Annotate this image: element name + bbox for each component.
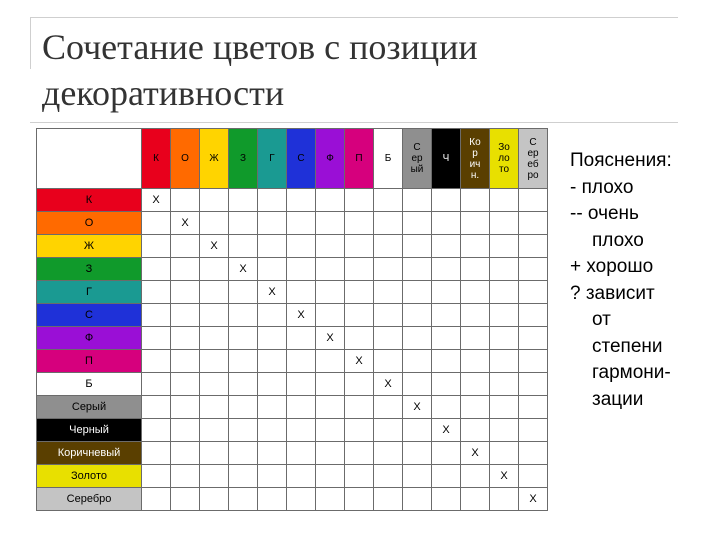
empty-cell (519, 189, 548, 212)
legend-notes (570, 148, 720, 413)
empty-cell (461, 189, 490, 212)
empty-cell (432, 281, 461, 304)
empty-cell (258, 212, 287, 235)
color-combination-table (36, 128, 548, 511)
empty-cell (519, 350, 548, 373)
empty-cell (345, 488, 374, 511)
column-header (229, 129, 258, 189)
legend-item: - плохо (570, 176, 634, 198)
empty-cell (171, 189, 200, 212)
empty-cell (374, 350, 403, 373)
empty-cell (316, 373, 345, 396)
table-row (37, 212, 548, 235)
empty-cell (490, 281, 519, 304)
empty-cell (287, 419, 316, 442)
empty-cell (403, 442, 432, 465)
empty-cell (258, 373, 287, 396)
empty-cell (200, 350, 229, 373)
empty-cell (461, 373, 490, 396)
empty-cell (316, 189, 345, 212)
empty-cell (345, 235, 374, 258)
empty-cell (287, 488, 316, 511)
empty-cell (461, 396, 490, 419)
column-header-label: К (153, 153, 159, 164)
empty-cell (345, 442, 374, 465)
column-header-label: С ер еб ро (527, 136, 539, 181)
empty-cell (461, 350, 490, 373)
empty-cell (432, 465, 461, 488)
decorative-line-middle (30, 122, 678, 123)
diagonal-mark: Х (229, 258, 258, 281)
empty-cell (432, 235, 461, 258)
empty-cell (171, 419, 200, 442)
empty-cell (345, 281, 374, 304)
empty-cell (258, 235, 287, 258)
empty-cell (258, 442, 287, 465)
empty-cell (142, 327, 171, 350)
row-label: Серый (37, 396, 142, 419)
column-header-label: С (297, 153, 305, 164)
row-label: Г (37, 281, 142, 304)
empty-cell (200, 212, 229, 235)
empty-cell (345, 465, 374, 488)
empty-cell (200, 189, 229, 212)
empty-cell (142, 258, 171, 281)
empty-cell (229, 465, 258, 488)
empty-cell (258, 396, 287, 419)
legend-item: плохо (592, 229, 644, 251)
empty-cell (403, 304, 432, 327)
column-header-label: Б (384, 153, 392, 164)
column-header-label: Ж (209, 153, 219, 164)
row-label: Золото (37, 465, 142, 488)
empty-cell (287, 396, 316, 419)
empty-cell (142, 442, 171, 465)
column-header (171, 129, 200, 189)
empty-cell (258, 258, 287, 281)
empty-cell (229, 488, 258, 511)
decorative-line-left (30, 17, 31, 69)
empty-cell (316, 304, 345, 327)
empty-cell (403, 281, 432, 304)
column-header-label: Ко р ич н. (469, 136, 481, 181)
empty-cell (200, 419, 229, 442)
legend-item: зации (592, 388, 644, 410)
empty-cell (403, 350, 432, 373)
empty-cell (171, 281, 200, 304)
empty-cell (258, 327, 287, 350)
row-label: Коричневый (37, 442, 142, 465)
empty-cell (490, 488, 519, 511)
corner-cell (37, 129, 142, 189)
empty-cell (432, 327, 461, 350)
empty-cell (316, 281, 345, 304)
column-header (490, 129, 519, 189)
column-header (316, 129, 345, 189)
empty-cell (345, 189, 374, 212)
table-row (37, 442, 548, 465)
empty-cell (229, 235, 258, 258)
empty-cell (316, 350, 345, 373)
empty-cell (200, 396, 229, 419)
empty-cell (432, 350, 461, 373)
column-header-label: О (181, 153, 189, 164)
table-row (37, 327, 548, 350)
empty-cell (432, 258, 461, 281)
empty-cell (200, 281, 229, 304)
column-header-label: Г (269, 153, 275, 164)
table-row (37, 350, 548, 373)
empty-cell (142, 235, 171, 258)
column-header-label: Ч (442, 153, 450, 164)
diagonal-mark: Х (345, 350, 374, 373)
empty-cell (432, 373, 461, 396)
empty-cell (316, 419, 345, 442)
empty-cell (229, 327, 258, 350)
empty-cell (490, 419, 519, 442)
column-header (403, 129, 432, 189)
column-header (200, 129, 229, 189)
empty-cell (258, 465, 287, 488)
row-label: Ф (37, 327, 142, 350)
empty-cell (345, 396, 374, 419)
empty-cell (519, 235, 548, 258)
empty-cell (345, 419, 374, 442)
empty-cell (432, 189, 461, 212)
empty-cell (142, 419, 171, 442)
empty-cell (287, 465, 316, 488)
empty-cell (490, 350, 519, 373)
empty-cell (171, 488, 200, 511)
empty-cell (287, 212, 316, 235)
empty-cell (142, 465, 171, 488)
empty-cell (316, 258, 345, 281)
empty-cell (287, 281, 316, 304)
legend-item: от (592, 309, 611, 330)
empty-cell (258, 350, 287, 373)
empty-cell (374, 212, 403, 235)
diagonal-mark: Х (200, 235, 229, 258)
diagonal-mark: Х (519, 488, 548, 511)
empty-cell (374, 465, 403, 488)
empty-cell (316, 235, 345, 258)
empty-cell (403, 258, 432, 281)
empty-cell (432, 212, 461, 235)
column-header-label: Зо ло то (498, 142, 510, 175)
column-header (519, 129, 548, 189)
title-line-2: декоративности (42, 73, 285, 113)
empty-cell (316, 488, 345, 511)
empty-cell (171, 327, 200, 350)
diagonal-mark: Х (316, 327, 345, 350)
empty-cell (519, 212, 548, 235)
empty-cell (229, 304, 258, 327)
empty-cell (229, 419, 258, 442)
empty-cell (490, 235, 519, 258)
table-row (37, 304, 548, 327)
header-row (37, 129, 548, 189)
empty-cell (171, 396, 200, 419)
empty-cell (490, 304, 519, 327)
column-header (432, 129, 461, 189)
table-row (37, 189, 548, 212)
empty-cell (142, 212, 171, 235)
empty-cell (200, 304, 229, 327)
column-header (374, 129, 403, 189)
row-label: К (37, 189, 142, 212)
empty-cell (345, 327, 374, 350)
empty-cell (287, 373, 316, 396)
diagonal-mark: Х (461, 442, 490, 465)
empty-cell (200, 327, 229, 350)
empty-cell (432, 442, 461, 465)
empty-cell (374, 488, 403, 511)
empty-cell (490, 373, 519, 396)
row-label: Черный (37, 419, 142, 442)
empty-cell (171, 350, 200, 373)
column-header (345, 129, 374, 189)
empty-cell (519, 419, 548, 442)
empty-cell (374, 281, 403, 304)
empty-cell (461, 304, 490, 327)
empty-cell (229, 281, 258, 304)
legend-item: степени (592, 335, 663, 357)
empty-cell (171, 373, 200, 396)
empty-cell (142, 396, 171, 419)
diagonal-mark: Х (490, 465, 519, 488)
empty-cell (432, 396, 461, 419)
row-label: С (37, 304, 142, 327)
empty-cell (519, 258, 548, 281)
empty-cell (490, 258, 519, 281)
empty-cell (171, 465, 200, 488)
empty-cell (403, 235, 432, 258)
empty-cell (374, 235, 403, 258)
empty-cell (403, 327, 432, 350)
empty-cell (258, 488, 287, 511)
empty-cell (490, 442, 519, 465)
empty-cell (287, 327, 316, 350)
empty-cell (403, 212, 432, 235)
empty-cell (345, 212, 374, 235)
empty-cell (229, 212, 258, 235)
diagonal-mark: Х (258, 281, 287, 304)
slide-title (42, 24, 682, 116)
empty-cell (403, 419, 432, 442)
empty-cell (229, 189, 258, 212)
empty-cell (461, 465, 490, 488)
empty-cell (258, 419, 287, 442)
empty-cell (432, 488, 461, 511)
empty-cell (287, 258, 316, 281)
empty-cell (519, 465, 548, 488)
column-header (287, 129, 316, 189)
legend-heading: Пояснения: (570, 150, 672, 171)
empty-cell (519, 304, 548, 327)
row-label: П (37, 350, 142, 373)
legend-item: ? зависит (570, 282, 655, 304)
title-line-1: Сочетание цветов с позиции (42, 27, 478, 67)
column-header (258, 129, 287, 189)
empty-cell (519, 281, 548, 304)
legend-item: -- очень (570, 203, 639, 224)
empty-cell (374, 442, 403, 465)
table-row (37, 258, 548, 281)
empty-cell (519, 373, 548, 396)
empty-cell (142, 373, 171, 396)
empty-cell (519, 327, 548, 350)
empty-cell (229, 350, 258, 373)
empty-cell (171, 258, 200, 281)
empty-cell (490, 189, 519, 212)
empty-cell (287, 235, 316, 258)
column-header (142, 129, 171, 189)
column-header (461, 129, 490, 189)
table-row (37, 235, 548, 258)
row-label: Б (37, 373, 142, 396)
empty-cell (200, 373, 229, 396)
empty-cell (171, 304, 200, 327)
empty-cell (461, 281, 490, 304)
empty-cell (258, 189, 287, 212)
column-header-label: Ф (326, 153, 334, 164)
empty-cell (403, 465, 432, 488)
empty-cell (287, 189, 316, 212)
empty-cell (374, 396, 403, 419)
empty-cell (316, 442, 345, 465)
empty-cell (229, 442, 258, 465)
empty-cell (142, 304, 171, 327)
empty-cell (345, 258, 374, 281)
legend-item: + хорошо (570, 256, 654, 277)
row-label: О (37, 212, 142, 235)
empty-cell (519, 396, 548, 419)
diagonal-mark: Х (432, 419, 461, 442)
empty-cell (461, 258, 490, 281)
empty-cell (345, 373, 374, 396)
decorative-line-top (30, 17, 678, 18)
table-row (37, 419, 548, 442)
empty-cell (403, 488, 432, 511)
empty-cell (200, 442, 229, 465)
table-row (37, 281, 548, 304)
empty-cell (171, 235, 200, 258)
empty-cell (200, 488, 229, 511)
table-row (37, 465, 548, 488)
column-header-label: З (239, 153, 247, 164)
row-label: Ж (37, 235, 142, 258)
empty-cell (316, 396, 345, 419)
empty-cell (374, 258, 403, 281)
empty-cell (171, 442, 200, 465)
empty-cell (316, 212, 345, 235)
empty-cell (200, 258, 229, 281)
empty-cell (287, 442, 316, 465)
empty-cell (142, 350, 171, 373)
table-row (37, 396, 548, 419)
empty-cell (229, 373, 258, 396)
empty-cell (258, 304, 287, 327)
empty-cell (490, 212, 519, 235)
diagonal-mark: Х (287, 304, 316, 327)
empty-cell (374, 304, 403, 327)
empty-cell (461, 327, 490, 350)
diagonal-mark: Х (171, 212, 200, 235)
row-label: Серебро (37, 488, 142, 511)
empty-cell (142, 488, 171, 511)
empty-cell (461, 235, 490, 258)
diagonal-mark: Х (403, 396, 432, 419)
empty-cell (229, 396, 258, 419)
empty-cell (490, 327, 519, 350)
empty-cell (432, 304, 461, 327)
empty-cell (519, 442, 548, 465)
empty-cell (403, 189, 432, 212)
empty-cell (374, 189, 403, 212)
empty-cell (374, 419, 403, 442)
empty-cell (142, 281, 171, 304)
table-row (37, 488, 548, 511)
empty-cell (287, 350, 316, 373)
empty-cell (345, 304, 374, 327)
diagonal-mark: Х (142, 189, 171, 212)
empty-cell (461, 419, 490, 442)
column-header-label: П (355, 153, 363, 164)
empty-cell (490, 396, 519, 419)
legend-item: гармони- (592, 362, 671, 383)
empty-cell (461, 212, 490, 235)
diagonal-mark: Х (374, 373, 403, 396)
empty-cell (316, 465, 345, 488)
empty-cell (461, 488, 490, 511)
row-label: З (37, 258, 142, 281)
empty-cell (200, 465, 229, 488)
column-header-label: С ер ый (410, 142, 424, 175)
table-row (37, 373, 548, 396)
empty-cell (403, 373, 432, 396)
empty-cell (374, 327, 403, 350)
